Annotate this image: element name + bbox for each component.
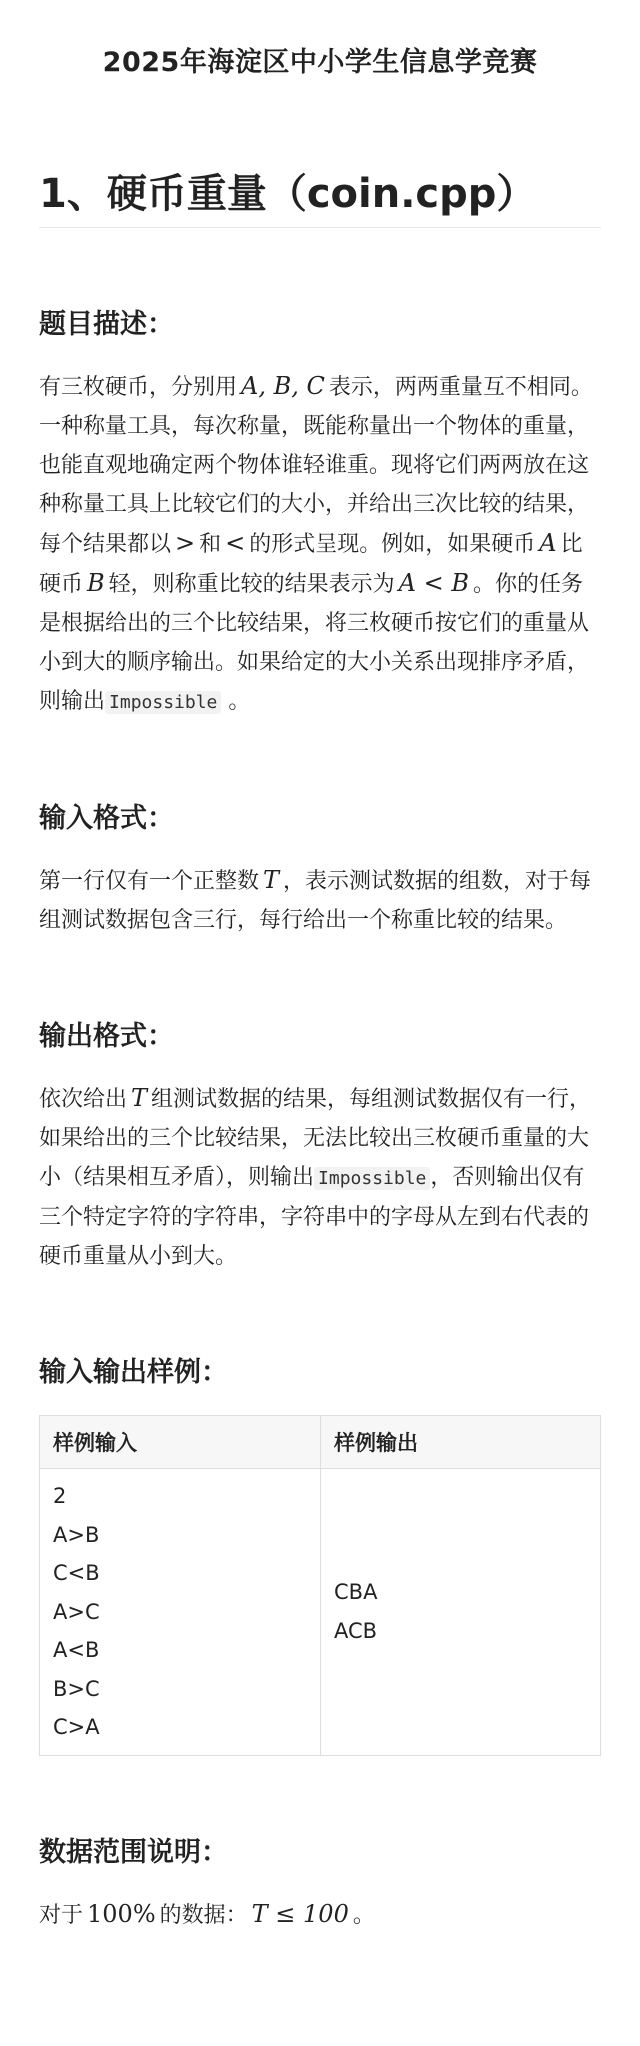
math-coin-b: B (87, 569, 105, 597)
math-example: A < B (398, 569, 470, 597)
description-text: 。你的任务是根据给出的三个比较结果，将三枚硬币按它们的重量从小到大的顺序输出。如果给定的大小关系出现排序矛盾，则输出 (39, 572, 590, 714)
math-greater: > (175, 529, 196, 557)
description-text: 和 (199, 532, 222, 557)
sample-input-line: 2 (53, 1484, 67, 1508)
range-heading: 数据范围说明： (39, 1836, 228, 1868)
math-coin-a: A (539, 529, 557, 557)
input-format-paragraph (39, 861, 601, 940)
range-text: 的数据： (159, 1902, 248, 1928)
math-t: T (131, 1084, 148, 1112)
input-format-text: ，表示测试数据的组数，对于每组测试数据包含三行，每行给出一个称重比较的结果。 (39, 869, 592, 933)
output-format-paragraph (39, 1079, 601, 1276)
column-header-output: 样例输出 (321, 1416, 601, 1469)
output-format-heading: 输出格式： (39, 1021, 174, 1052)
math-percent: 100% (87, 1899, 156, 1928)
range-paragraph (39, 1895, 601, 1935)
description-paragraph (39, 367, 601, 722)
sample-input-line: A>B (53, 1522, 100, 1547)
description-text: 。 (228, 689, 251, 714)
samples-table (39, 1415, 601, 1756)
range-text: 。 (352, 1902, 375, 1928)
column-header-input: 样例输入 (40, 1416, 321, 1469)
math-constraint: T ≤ 100 (251, 1899, 349, 1928)
sample-output-cell (321, 1469, 601, 1756)
math-coins: A, B, C (241, 372, 325, 400)
description-heading: 题目描述： (39, 309, 174, 340)
description-text: 表示，两两重量互不相同。一种称量工具，每次称量，既能称量出一个物体的重量，也能直观地确定两个物体谁轻谁重。现将它们两两放在这种称量工具上比较它们的大小，并给出三次比较的结果，每个结果都以 (39, 375, 593, 557)
description-text: 轻，则称重比较的结果表示为 (108, 572, 395, 597)
input-format-heading: 输入格式： (39, 803, 174, 834)
table-header-row (40, 1416, 601, 1469)
math-t: T (263, 866, 280, 894)
impossible-code: Impossible (314, 1167, 430, 1190)
description-text: 的形式呈现。例如，如果硬币 (249, 532, 536, 557)
sample-input-line: C>A (53, 1715, 100, 1739)
problem-title: 1、硬币重量（coin.cpp） (39, 162, 601, 228)
description-text: 有三枚硬币，分别用 (39, 375, 238, 400)
document-title: 2025年海淀区中小学生信息学竞赛 (102, 47, 538, 78)
sample-input-line: A<B (53, 1638, 100, 1662)
table-row (40, 1469, 601, 1756)
output-format-text: 依次给出 (39, 1087, 128, 1112)
output-format-text: 组测试数据的结果，每组测试数据仅有一行，如果给出的三个比较结果，无法比较出三枚硬币重量的大小（结果相互矛盾），则输出 (39, 1087, 592, 1190)
samples-heading: 输入输出样例： (39, 1357, 228, 1388)
range-text: 对于 (39, 1902, 84, 1928)
sample-output-line: CBA (334, 1580, 378, 1605)
sample-input-line: C<B (53, 1561, 100, 1585)
input-format-text: 第一行仅有一个正整数 (39, 869, 260, 894)
math-less: < (225, 529, 246, 557)
impossible-code: Impossible (105, 691, 221, 714)
sample-output-line: ACB (334, 1618, 378, 1643)
sample-input-line: B>C (53, 1676, 100, 1701)
sample-input-cell (40, 1469, 321, 1756)
description-text: 比硬币 (39, 532, 583, 597)
sample-input-line: A>C (53, 1599, 100, 1624)
output-format-text: ，否则输出仅有三个特定字符的字符串，字符串中的字母从左到右代表的硬币重量从小到大。 (39, 1165, 590, 1269)
